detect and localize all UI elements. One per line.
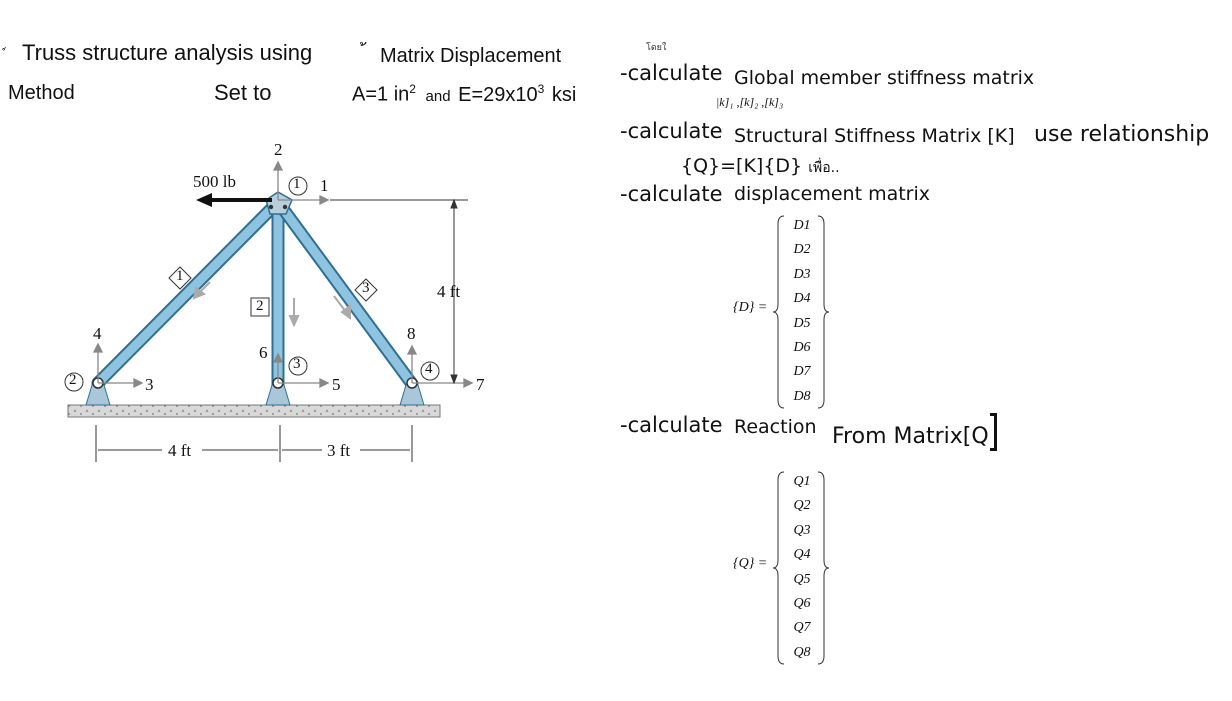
q-vector <box>782 470 822 665</box>
step3-calc: -calculate <box>620 182 723 206</box>
d-entry: D1 <box>793 218 811 233</box>
member-1 <box>98 202 278 383</box>
node-label-3: 3 <box>293 356 301 372</box>
dof-3: 3 <box>145 375 154 394</box>
span-left-dimension: 4 ft <box>168 441 192 460</box>
height-dimension: 4 ft <box>437 282 461 301</box>
set-to-text: Set to <box>214 80 272 105</box>
dof-7: 7 <box>476 375 485 394</box>
step2-extra: use relationship <box>1034 122 1210 147</box>
step2-equation: {Q}=[K]{D} เพื่อ.. <box>681 155 840 177</box>
d-vector <box>782 214 822 409</box>
dof-1: 1 <box>320 176 329 195</box>
title-line1-right: Matrix Displacement <box>380 45 562 67</box>
q-entry: Q4 <box>793 547 811 563</box>
step1-text: Global member stiffness matrix <box>734 67 1035 89</box>
q-entry: Q6 <box>793 595 811 611</box>
d-entry: D2 <box>793 242 811 258</box>
member-label-1: 1 <box>176 268 184 284</box>
node-label-4: 4 <box>425 361 433 377</box>
step1-sub: |k]₁ ,[k]₂ ,[k]₃ <box>716 95 784 109</box>
d-entry: D7 <box>793 364 811 380</box>
step3-text: displacement matrix <box>734 183 931 205</box>
q-entry: Q7 <box>793 620 811 636</box>
member-label-2: 2 <box>256 298 264 314</box>
d-entry: D5 <box>793 315 811 331</box>
q-entry: Q8 <box>793 644 811 660</box>
load-label: 500 lb <box>193 172 236 191</box>
top-gusset <box>266 192 292 214</box>
node-label-2: 2 <box>69 372 77 388</box>
step2-calc: -calculate <box>620 119 723 143</box>
d-entry: D8 <box>793 388 811 404</box>
q-entry: Q3 <box>793 522 811 538</box>
dof-5: 5 <box>332 375 341 394</box>
step4-calc: -calculate <box>620 413 723 437</box>
member-label-3: 3 <box>362 280 370 296</box>
d-entry: D4 <box>793 291 811 307</box>
q-vector-label: {Q} = <box>733 556 768 571</box>
ground <box>68 405 440 417</box>
method-word: Method <box>8 82 75 104</box>
node-label-1: 1 <box>293 176 301 192</box>
dof-4: 4 <box>93 324 102 343</box>
step4-text: Reaction <box>734 416 817 438</box>
dof-8: 8 <box>407 324 416 343</box>
q-entry: Q1 <box>793 474 811 489</box>
thai-note: โดยใ <box>646 43 667 53</box>
area-value: A=1 $in^2$ and $E=29x10^3$ ksi <box>352 82 577 106</box>
d-vector-label: {D} = <box>733 300 768 315</box>
step1-calc: -calculate <box>620 61 723 85</box>
dof-2: 2 <box>274 140 283 159</box>
title-line1: Truss structure analysis using <box>22 40 313 65</box>
d-entry: D3 <box>793 266 811 282</box>
dof-6: 6 <box>259 343 268 362</box>
d-entry: D6 <box>793 339 811 355</box>
q-entry: Q5 <box>793 571 811 587</box>
q-entry: Q2 <box>793 498 811 514</box>
span-right-dimension: 3 ft <box>327 441 351 460</box>
step2-text: Structural Stiffness Matrix [K] <box>734 125 1015 147</box>
step4-extra: From Matrix[Q <box>832 413 997 451</box>
